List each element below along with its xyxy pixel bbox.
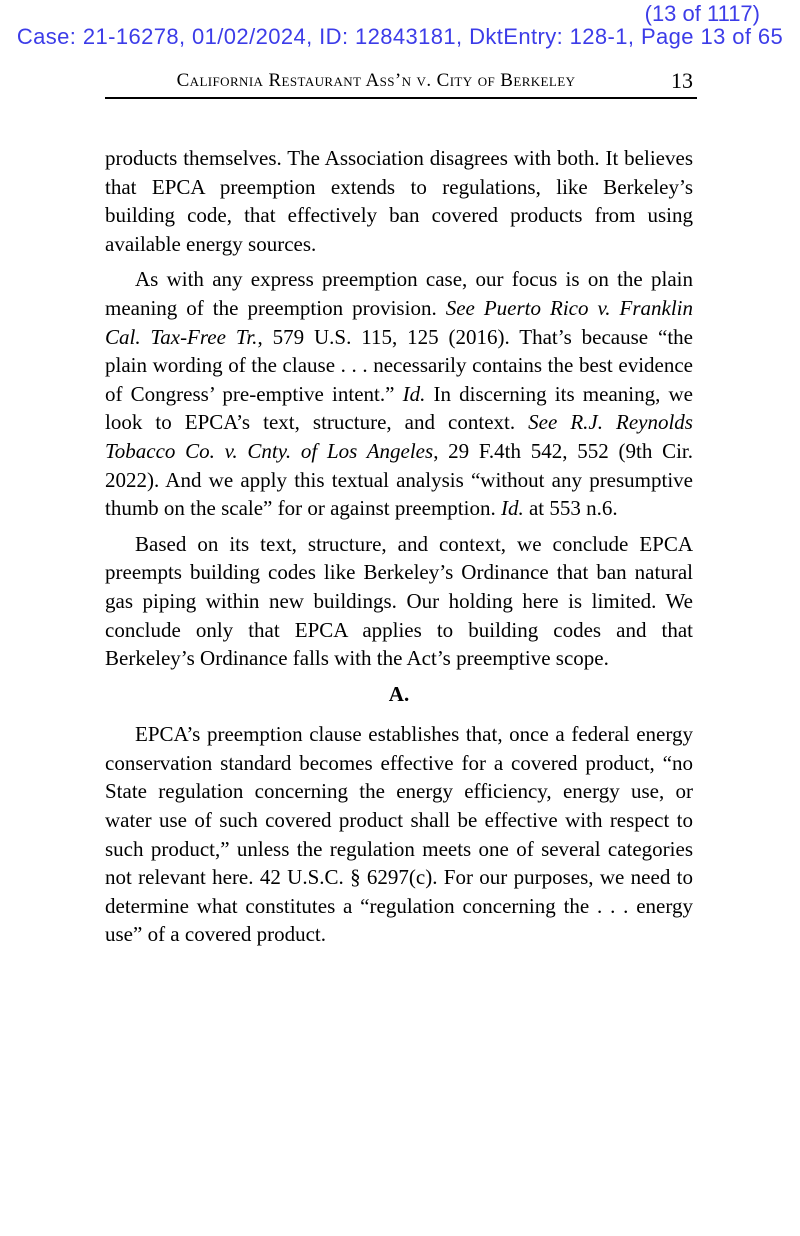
section-heading: A. (388, 681, 410, 706)
body-paragraph: products themselves. The Association disagrees with both. It believes that EPCA preemption extends to regulations, like Berkeley’s building code, that effectively ban covered products from using available energy sources. (105, 146, 693, 256)
opinion-body (105, 99, 693, 956)
body-paragraph: EPCA’s preemption clause establishes that, once a federal energy conservation standard becomes effective for a covered product, “no State regulation concerning the energy efficiency, energy use, or water use of such covered product shall be effective with respect to such product,” unless the regulation meets one of several categories not relevant here. 42 U.S.C. § 6297(c). For our purposes, we need to determine what constitutes a “regulation concerning the . . . energy use” of a covered product. (105, 722, 693, 947)
stamp-case-info: Case: 21-16278, 01/02/2024, ID: 12843181, DktEntry: 128-1, Page 13 of 65 (16, 24, 784, 49)
case-title: California Restaurant Ass’n v. City of Berkeley (176, 70, 576, 91)
body-paragraph: As with any express preemption case, our focus is on the plain meaning of the preemption provision. See Puerto Rico v. Franklin Cal. Tax-Free Tr., 579 U.S. 115, 125 (2016). That’s because “the plain wording of the clause . . . necessarily contains the best evidence of Congress’ pre-emptive intent.” Id. In discerning its meaning, we look to EPCA’s text, structure, and context. See R.J. Reynolds Tobacco Co. v. Cnty. of Los Angeles, 29 F.4th 542, 552 (9th Cir. 2022). And we apply this textual analysis “without any presumptive thumb on the scale” for or against preemption. Id. at 553 n.6. (105, 267, 693, 521)
running-header (105, 70, 697, 99)
stamp-page-count: (13 of 1117) (644, 1, 760, 26)
body-paragraph: Based on its text, structure, and context, we conclude EPCA preempts building codes like Berkeley’s Ordinance that ban natural gas piping within new buildings. Our holding here is limited. We conclude only that EPCA applies to building codes and that Berkeley’s Ordinance falls with the Act’s preemptive scope. (105, 531, 693, 671)
header-page-number: 13 (671, 68, 693, 93)
